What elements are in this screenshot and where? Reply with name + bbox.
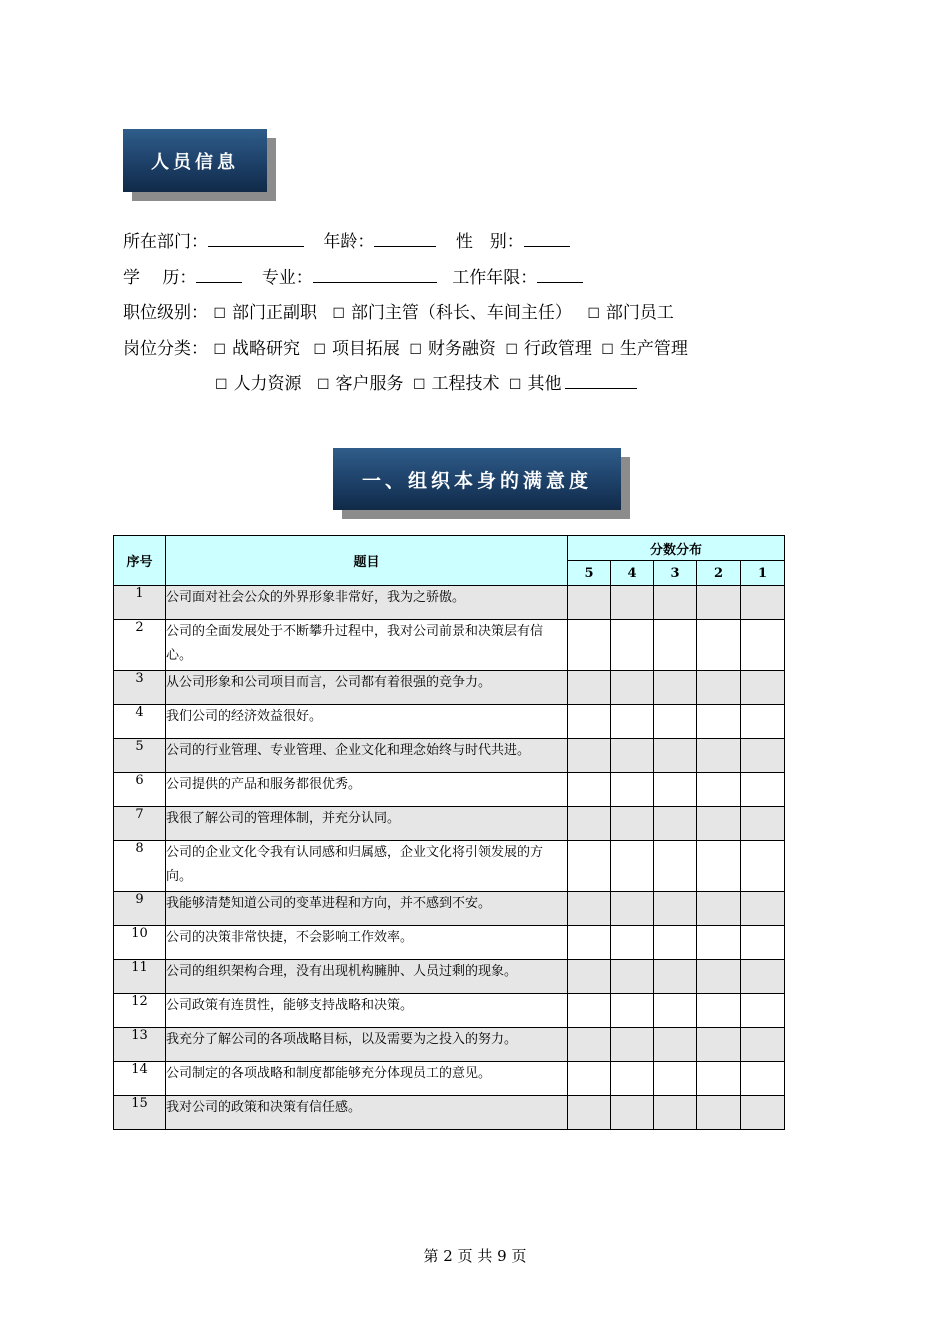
score-cell-4[interactable]	[611, 773, 654, 807]
table-body	[114, 586, 785, 1130]
table-row	[114, 773, 785, 807]
score-cell-4[interactable]	[611, 586, 654, 620]
table-row	[114, 807, 785, 841]
row-number: 5	[114, 739, 166, 773]
row-question: 我能够清楚知道公司的变革进程和方向，并不感到不安。	[166, 892, 568, 926]
score-cell-3[interactable]	[654, 1028, 697, 1062]
row-question: 我很了解公司的管理体制，并充分认同。	[166, 807, 568, 841]
score-cell-3[interactable]	[654, 586, 697, 620]
row-number: 10	[114, 926, 166, 960]
score-cell-4[interactable]	[611, 807, 654, 841]
row-question: 公司的企业文化令我有认同感和归属感，企业文化将引领发展的方向。	[166, 841, 568, 892]
checkbox-icon[interactable]: ☐	[332, 306, 345, 322]
row-question: 我们公司的经济效益很好。	[166, 705, 568, 739]
category-option[interactable]: ☐ 财务融资	[409, 339, 496, 359]
category-option[interactable]: ☐ 项目拓展	[313, 339, 400, 359]
checkbox-icon[interactable]: ☐	[505, 342, 518, 358]
row-question: 我充分了解公司的各项战略目标，以及需要为之投入的努力。	[166, 1028, 568, 1062]
age-field[interactable]	[374, 229, 436, 247]
score-cell-4[interactable]	[611, 620, 654, 671]
table-row	[114, 1096, 785, 1130]
score-cell-4[interactable]	[611, 926, 654, 960]
row-question: 公司提供的产品和服务都很优秀。	[166, 773, 568, 807]
row-number: 11	[114, 960, 166, 994]
level-option[interactable]: ☐ 部门员工	[587, 303, 674, 323]
score-cell-1[interactable]	[741, 739, 785, 773]
row-question: 公司政策有连贯性，能够支持战略和决策。	[166, 994, 568, 1028]
score-cell-3[interactable]	[654, 773, 697, 807]
table-row	[114, 620, 785, 671]
score-cell-4[interactable]	[611, 960, 654, 994]
score-cell-3[interactable]	[654, 705, 697, 739]
section-one-title: 一、组织本身的满意度	[361, 469, 592, 492]
score-header: 3	[654, 561, 697, 586]
score-cell-4[interactable]	[611, 739, 654, 773]
table-row	[114, 586, 785, 620]
personal-info-banner	[123, 129, 267, 192]
score-cell-1[interactable]	[741, 1028, 785, 1062]
score-cell-2[interactable]	[697, 1062, 741, 1096]
score-cell-3[interactable]	[654, 620, 697, 671]
row-number: 9	[114, 892, 166, 926]
page-footer: 第 2 页 共 9 页	[423, 1247, 527, 1265]
category-option[interactable]: ☐ 其他	[508, 374, 562, 394]
table-row	[114, 1028, 785, 1062]
score-cell-5[interactable]	[568, 705, 611, 739]
score-cell-2[interactable]	[697, 586, 741, 620]
checkbox-icon[interactable]: ☐	[601, 342, 614, 358]
category-option[interactable]: ☐ 行政管理	[505, 339, 592, 359]
table-row	[114, 926, 785, 960]
score-cell-4[interactable]	[611, 841, 654, 892]
header-item: 题目	[166, 536, 568, 586]
score-cell-1[interactable]	[741, 841, 785, 892]
score-cell-1[interactable]	[741, 705, 785, 739]
personal-info-title: 人员信息	[151, 151, 239, 173]
score-cell-4[interactable]	[611, 1028, 654, 1062]
score-cell-5[interactable]	[568, 807, 611, 841]
department-field[interactable]	[208, 229, 304, 247]
score-cell-3[interactable]	[654, 926, 697, 960]
header-no: 序号	[114, 536, 166, 586]
score-cell-5[interactable]	[568, 1096, 611, 1130]
score-cell-5[interactable]	[568, 1028, 611, 1062]
checkbox-icon[interactable]: ☐	[316, 377, 330, 393]
score-cell-2[interactable]	[697, 739, 741, 773]
checkbox-icon[interactable]: ☐	[412, 377, 426, 393]
info-line-1	[123, 227, 570, 252]
row-question: 公司面对社会公众的外界形象非常好，我为之骄傲。	[166, 586, 568, 620]
checkbox-icon[interactable]: ☐	[508, 377, 522, 393]
score-cell-3[interactable]	[654, 892, 697, 926]
score-cell-3[interactable]	[654, 807, 697, 841]
years-field[interactable]	[537, 265, 583, 283]
category-option[interactable]: ☐ 工程技术	[412, 374, 500, 394]
score-cell-2[interactable]	[697, 1028, 741, 1062]
score-cell-1[interactable]	[741, 620, 785, 671]
score-cell-3[interactable]	[654, 1062, 697, 1096]
score-cell-5[interactable]	[568, 739, 611, 773]
score-cell-5[interactable]	[568, 671, 611, 705]
category-label: 岗位分类：	[123, 339, 208, 359]
score-cell-2[interactable]	[697, 960, 741, 994]
score-cell-2[interactable]	[697, 926, 741, 960]
info-line-2	[123, 263, 583, 288]
education-field[interactable]	[196, 265, 242, 283]
checkbox-icon[interactable]: ☐	[213, 342, 226, 358]
score-cell-1[interactable]	[741, 586, 785, 620]
score-cell-4[interactable]	[611, 671, 654, 705]
score-cell-2[interactable]	[697, 841, 741, 892]
score-cell-5[interactable]	[568, 994, 611, 1028]
major-label: 专业：	[261, 268, 313, 288]
score-cell-1[interactable]	[741, 671, 785, 705]
score-cell-2[interactable]	[697, 620, 741, 671]
score-cell-2[interactable]	[697, 892, 741, 926]
score-cell-3[interactable]	[654, 739, 697, 773]
row-question: 公司的全面发展处于不断攀升过程中，我对公司前景和决策层有信心。	[166, 620, 568, 671]
category-option[interactable]: ☐ 人力资源	[215, 374, 302, 394]
checkbox-icon[interactable]: ☐	[215, 377, 228, 393]
table-row	[114, 960, 785, 994]
score-cell-4[interactable]	[611, 1062, 654, 1096]
score-cell-5[interactable]	[568, 926, 611, 960]
row-question: 从公司形象和公司项目而言，公司都有着很强的竞争力。	[166, 671, 568, 705]
score-cell-5[interactable]	[568, 1062, 611, 1096]
checkbox-icon[interactable]: ☐	[587, 306, 600, 322]
score-cell-2[interactable]	[697, 671, 741, 705]
score-cell-5[interactable]	[568, 620, 611, 671]
level-option[interactable]: ☐ 部门正副职	[213, 303, 317, 323]
row-question: 公司的行业管理、专业管理、企业文化和理念始终与时代共进。	[166, 739, 568, 773]
score-cell-1[interactable]	[741, 926, 785, 960]
score-cell-2[interactable]	[697, 807, 741, 841]
score-cell-3[interactable]	[654, 671, 697, 705]
row-number: 2	[114, 620, 166, 671]
info-line-3	[123, 298, 674, 323]
category-option[interactable]: ☐ 生产管理	[601, 339, 688, 359]
score-cell-4[interactable]	[611, 994, 654, 1028]
score-cell-3[interactable]	[654, 960, 697, 994]
score-cell-4[interactable]	[611, 705, 654, 739]
score-cell-1[interactable]	[741, 960, 785, 994]
score-cell-1[interactable]	[741, 773, 785, 807]
score-cell-1[interactable]	[741, 1062, 785, 1096]
score-cell-3[interactable]	[654, 994, 697, 1028]
header-score: 分数分布	[568, 536, 785, 561]
row-number: 14	[114, 1062, 166, 1096]
score-cell-1[interactable]	[741, 892, 785, 926]
level-option[interactable]: ☐ 部门主管（科长、车间主任）	[332, 303, 572, 323]
row-number: 15	[114, 1096, 166, 1130]
score-cell-5[interactable]	[568, 960, 611, 994]
score-cell-4[interactable]	[611, 892, 654, 926]
row-number: 12	[114, 994, 166, 1028]
row-number: 6	[114, 773, 166, 807]
row-number: 8	[114, 841, 166, 892]
score-cell-5[interactable]	[568, 773, 611, 807]
category-option[interactable]: ☐ 战略研究	[213, 339, 300, 359]
major-field[interactable]	[313, 265, 437, 283]
row-question: 公司的决策非常快捷，不会影响工作效率。	[166, 926, 568, 960]
education-label: 学 历：	[123, 268, 197, 288]
score-cell-4[interactable]	[611, 1096, 654, 1130]
score-cell-2[interactable]	[697, 994, 741, 1028]
score-cell-5[interactable]	[568, 841, 611, 892]
table-row	[114, 994, 785, 1028]
info-line-4	[123, 334, 688, 359]
row-number: 1	[114, 586, 166, 620]
score-cell-2[interactable]	[697, 773, 741, 807]
row-number: 4	[114, 705, 166, 739]
score-header: 5	[568, 561, 611, 586]
score-header: 2	[697, 561, 741, 586]
score-cell-3[interactable]	[654, 841, 697, 892]
score-header: 4	[611, 561, 654, 586]
section-one-banner	[333, 448, 621, 510]
checkbox-icon[interactable]: ☐	[409, 342, 422, 358]
score-cell-2[interactable]	[697, 1096, 741, 1130]
satisfaction-table	[113, 535, 785, 1130]
score-cell-1[interactable]	[741, 807, 785, 841]
row-question: 我对公司的政策和决策有信任感。	[166, 1096, 568, 1130]
table-row	[114, 841, 785, 892]
score-cell-1[interactable]	[741, 1096, 785, 1130]
row-question: 公司制定的各项战略和制度都能够充分体现员工的意见。	[166, 1062, 568, 1096]
score-cell-5[interactable]	[568, 586, 611, 620]
gender-label: 性 别：	[455, 232, 524, 252]
department-label: 所在部门：	[123, 232, 208, 252]
category-option[interactable]: ☐ 客户服务	[316, 374, 404, 394]
level-label: 职位级别：	[123, 303, 208, 323]
age-label: 年龄：	[323, 232, 375, 252]
years-label: 工作年限：	[452, 268, 538, 288]
row-number: 13	[114, 1028, 166, 1062]
score-cell-3[interactable]	[654, 1096, 697, 1130]
table-row	[114, 739, 785, 773]
table-row	[114, 705, 785, 739]
info-line-5	[215, 369, 637, 394]
table-row	[114, 671, 785, 705]
score-cell-2[interactable]	[697, 705, 741, 739]
row-number: 7	[114, 807, 166, 841]
table-row	[114, 892, 785, 926]
gender-field[interactable]	[524, 229, 570, 247]
score-header: 1	[741, 561, 785, 586]
other-field[interactable]	[565, 371, 637, 389]
checkbox-icon[interactable]: ☐	[313, 342, 326, 358]
checkbox-icon[interactable]: ☐	[213, 306, 226, 322]
row-question: 公司的组织架构合理，没有出现机构臃肿、人员过剩的现象。	[166, 960, 568, 994]
table-row	[114, 1062, 785, 1096]
score-cell-1[interactable]	[741, 994, 785, 1028]
score-cell-5[interactable]	[568, 892, 611, 926]
row-number: 3	[114, 671, 166, 705]
